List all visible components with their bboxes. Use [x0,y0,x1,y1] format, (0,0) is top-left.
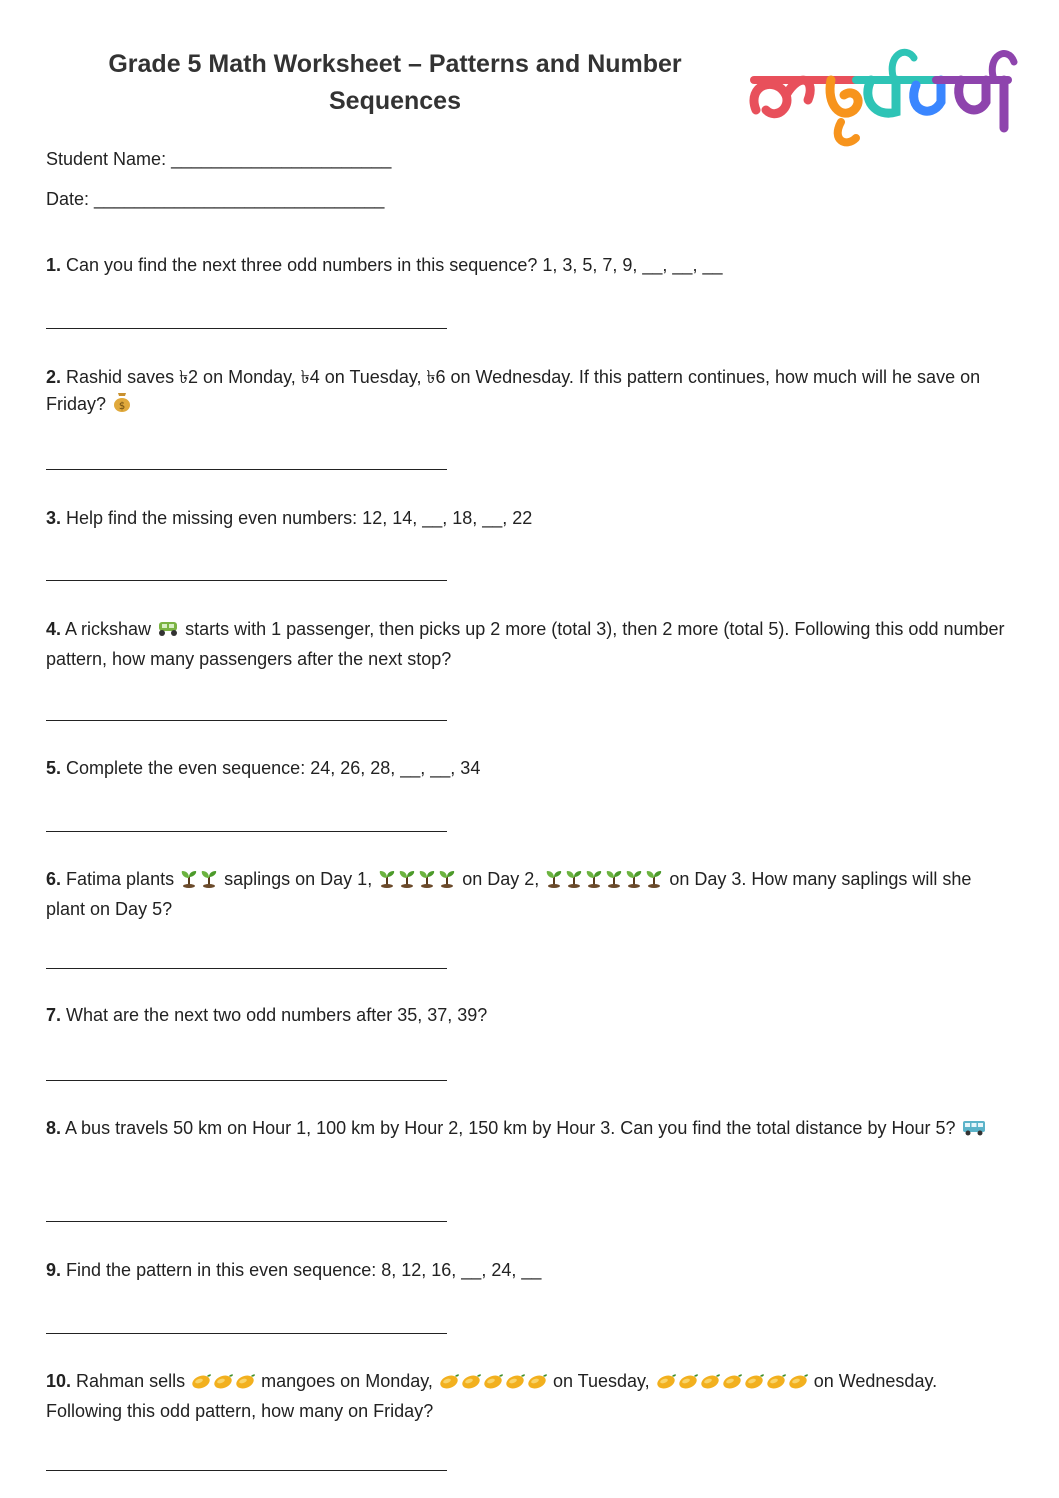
question-text-d: on Day 3. How many saplings will she plant on Day 5? [46,869,972,919]
question-text: A bus travels 50 km on Hour 1, 100 km by Hour 2, 150 km by Hour 3. Can you find the total distance by Hour 5? [65,1118,956,1138]
svg-text:$: $ [118,401,126,412]
answer-line-2[interactable] [46,469,447,470]
mango-group-tuesday [438,1371,548,1391]
date-label: Date: [46,189,90,209]
question-text-a: Fatima plants [66,869,175,889]
question-7 [46,1002,1011,1029]
student-name-blank[interactable]: ______________________ [171,149,392,169]
worksheet-title: Grade 5 Math Worksheet – Patterns and Number Sequences [108,50,682,115]
anushiloni-logo [746,40,1021,155]
mango-icon [677,1371,699,1398]
answer-line-5[interactable] [46,831,447,832]
bus-icon [961,1117,987,1145]
answer-line-4[interactable] [46,720,447,721]
question-text-b: saplings on Day 1, [224,869,373,889]
auto-rickshaw-icon [156,618,180,646]
question-text: Help find the missing even numbers: 12, 14, __, 18, __, 22 [66,508,533,528]
answer-line-9[interactable] [46,1333,447,1334]
seedling-icon [624,868,644,896]
student-name-label: Student Name: [46,149,167,169]
mango-icon [699,1371,721,1398]
question-number: 6. [46,869,62,889]
seedling-icon [604,868,624,896]
question-10 [46,1368,1011,1425]
mango-icon [721,1371,743,1398]
date-blank[interactable]: _____________________________ [94,189,385,209]
question-number: 8. [46,1118,62,1138]
question-number: 5. [46,758,62,778]
seedling-icon [544,868,564,896]
seedling-icon [377,868,397,896]
question-number: 2. [46,367,62,387]
question-text: Complete the even sequence: 24, 26, 28, __, __, 34 [66,758,481,778]
question-text-b: mangoes on Monday, [261,1371,433,1391]
question-text: Rashid saves ৳2 on Monday, ৳4 on Tuesday, ৳6 on Wednesday. If this pattern continues, how much will he save on Friday? [46,367,981,414]
mango-icon [212,1371,234,1398]
question-text-a: A rickshaw [65,619,152,639]
question-text: Find the pattern in this even sequence: 8, 12, 16, __, 24, __ [66,1260,542,1280]
mango-icon [234,1371,256,1398]
mango-icon [504,1371,526,1398]
date-field[interactable] [46,189,384,210]
seedling-icon [644,868,664,896]
mango-icon [787,1371,809,1398]
question-number: 4. [46,619,62,639]
question-text-b: starts with 1 passenger, then picks up 2 more (total 3), then 2 more (total 5). Following this odd number pattern, how many passengers after the next stop? [46,619,1005,669]
question-1 [46,252,1011,279]
money-bag-icon [111,391,133,421]
mango-group-wednesday [655,1371,809,1391]
question-text-d: on Wednesday. Following this odd pattern, how many on Friday? [46,1371,938,1421]
sapling-group-day-3 [544,869,664,889]
question-number: 7. [46,1005,62,1025]
mango-icon [765,1371,787,1398]
question-text-c: on Day 2, [462,869,540,889]
question-text: What are the next two odd numbers after 35, 37, 39? [66,1005,488,1025]
sapling-group-day-2 [377,869,457,889]
answer-line-6[interactable] [46,968,447,969]
mango-icon [438,1371,460,1398]
question-2 [46,364,1011,421]
seedling-icon [417,868,437,896]
answer-line-1[interactable] [46,328,447,329]
answer-line-8[interactable] [46,1221,447,1222]
seedling-icon [437,868,457,896]
mango-icon [190,1371,212,1398]
answer-line-3[interactable] [46,580,447,581]
sapling-group-day-1 [179,869,219,889]
question-number: 3. [46,508,62,528]
question-9 [46,1257,1011,1284]
seedling-icon [199,868,219,896]
seedling-icon [397,868,417,896]
question-4 [46,616,1011,673]
question-number: 10. [46,1371,72,1391]
mango-icon [482,1371,504,1398]
answer-line-10[interactable] [46,1470,447,1471]
mango-group-monday [190,1371,256,1391]
student-name-field[interactable] [46,149,391,170]
question-number: 9. [46,1260,62,1280]
seedling-icon [179,868,199,896]
question-number: 1. [46,255,62,275]
answer-line-7[interactable] [46,1080,447,1081]
mango-icon [743,1371,765,1398]
question-text-c: on Tuesday, [552,1371,650,1391]
question-6 [46,866,1011,923]
seedling-icon [584,868,604,896]
mango-icon [460,1371,482,1398]
question-text: Can you find the next three odd numbers in this sequence? 1, 3, 5, 7, 9, __, __, __ [66,255,723,275]
question-8 [46,1115,1011,1145]
question-3 [46,505,1011,532]
mango-icon [655,1371,677,1398]
question-text-a: Rahman sells [76,1371,186,1391]
seedling-icon [564,868,584,896]
question-5 [46,755,1011,782]
mango-icon [526,1371,548,1398]
